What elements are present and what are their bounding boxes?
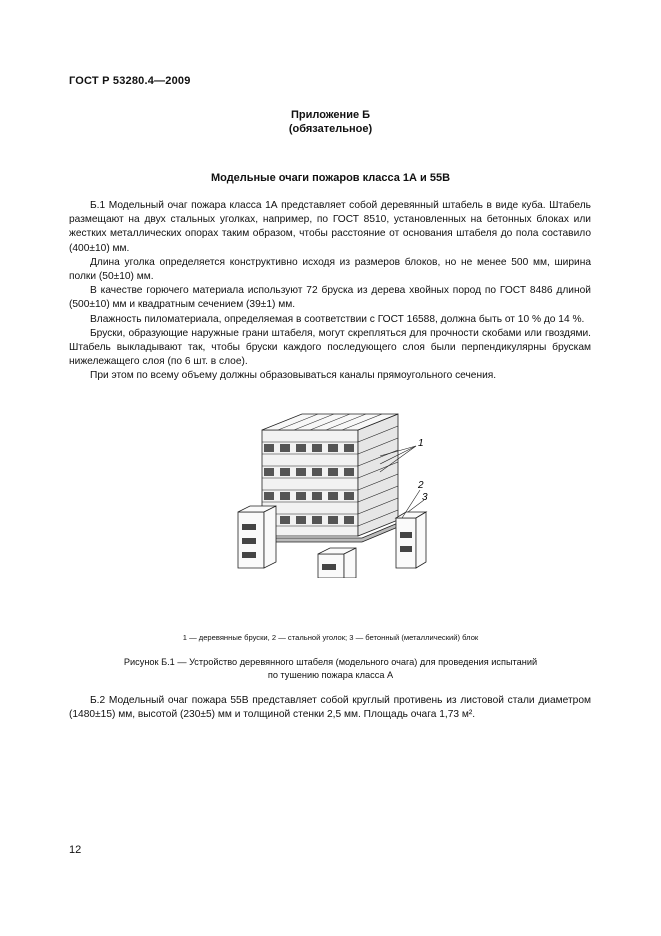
figure-caption-continued: по тушению пожара класса А (267, 670, 394, 680)
figure-legend: 1 — деревянные бруски, 2 — стальной уголок; 3 — бетонный (металлический) блок (182, 633, 479, 642)
document-header: ГОСТ Р 53280.4—2009 (69, 75, 191, 87)
figure-label-2: 2 (418, 480, 424, 491)
body-text (69, 199, 591, 384)
paragraph-channels: При этом по всему объему должны образовываться каналы прямоугольного сечения. (90, 370, 497, 382)
figure-label-3: 3 (422, 492, 428, 503)
paragraph-fuel: В качестве горючего материала используют 72 бруска из дерева хвойных пород по ГОСТ 8486 длиной (500±10) мм и квадратным сечением (39±1) мм. (69, 285, 591, 311)
paragraph-humidity: Влажность пиломатериала, определяемая в соответствии с ГОСТ 16588, должна быть от 10 % до 14 %. (90, 313, 585, 325)
appendix-subtitle: (обязательное) (288, 123, 373, 135)
body-text-b2 (69, 694, 591, 722)
figure-label-1: 1 (418, 438, 424, 449)
appendix-title: Приложение Б (290, 109, 371, 121)
page-number: 12 (69, 844, 82, 856)
figure-caption: Рисунок Б.1 — Устройство деревянного штабеля (модельного очага) для проведения испытаний (123, 657, 538, 667)
paragraph-b1: Б.1 Модельный очаг пожара класса 1А представляет собой деревянный штабель в виде куба. Штабель размещают на двух стальных уголках, например, по ГОСТ 8510, установленных на бетонных блоках или жестких металлических опорах таким образом, чтобы расстояние от основания штабеля до пола составило (400±10) мм. (69, 200, 591, 254)
paragraph-fastening: Бруски, образующие наружные грани штабеля, могут скрепляться для прочности скобами или гвоздями. Штабель выкладывают так, чтобы бруски каждого последующего слоя были перпендикулярны брускам нижележащего слоя (по 6 шт. в слое). (69, 327, 591, 368)
section-title: Модельные очаги пожаров класса 1А и 55В (210, 172, 451, 184)
paragraph-angle-length: Длина уголка определяется конструктивно исходя из размеров блоков, но не менее 500 мм, ширина полки (50±10) мм. (69, 256, 591, 283)
wood-crib-figure (230, 408, 450, 578)
paragraph-b2: Б.2 Модельный очаг пожара 55В представляет собой круглый противень из листовой стали диаметром (1480±15) мм, высотой (230±5) мм и толщиной стенки 2,5 мм. Площадь очага 1,73 м². (69, 695, 591, 721)
